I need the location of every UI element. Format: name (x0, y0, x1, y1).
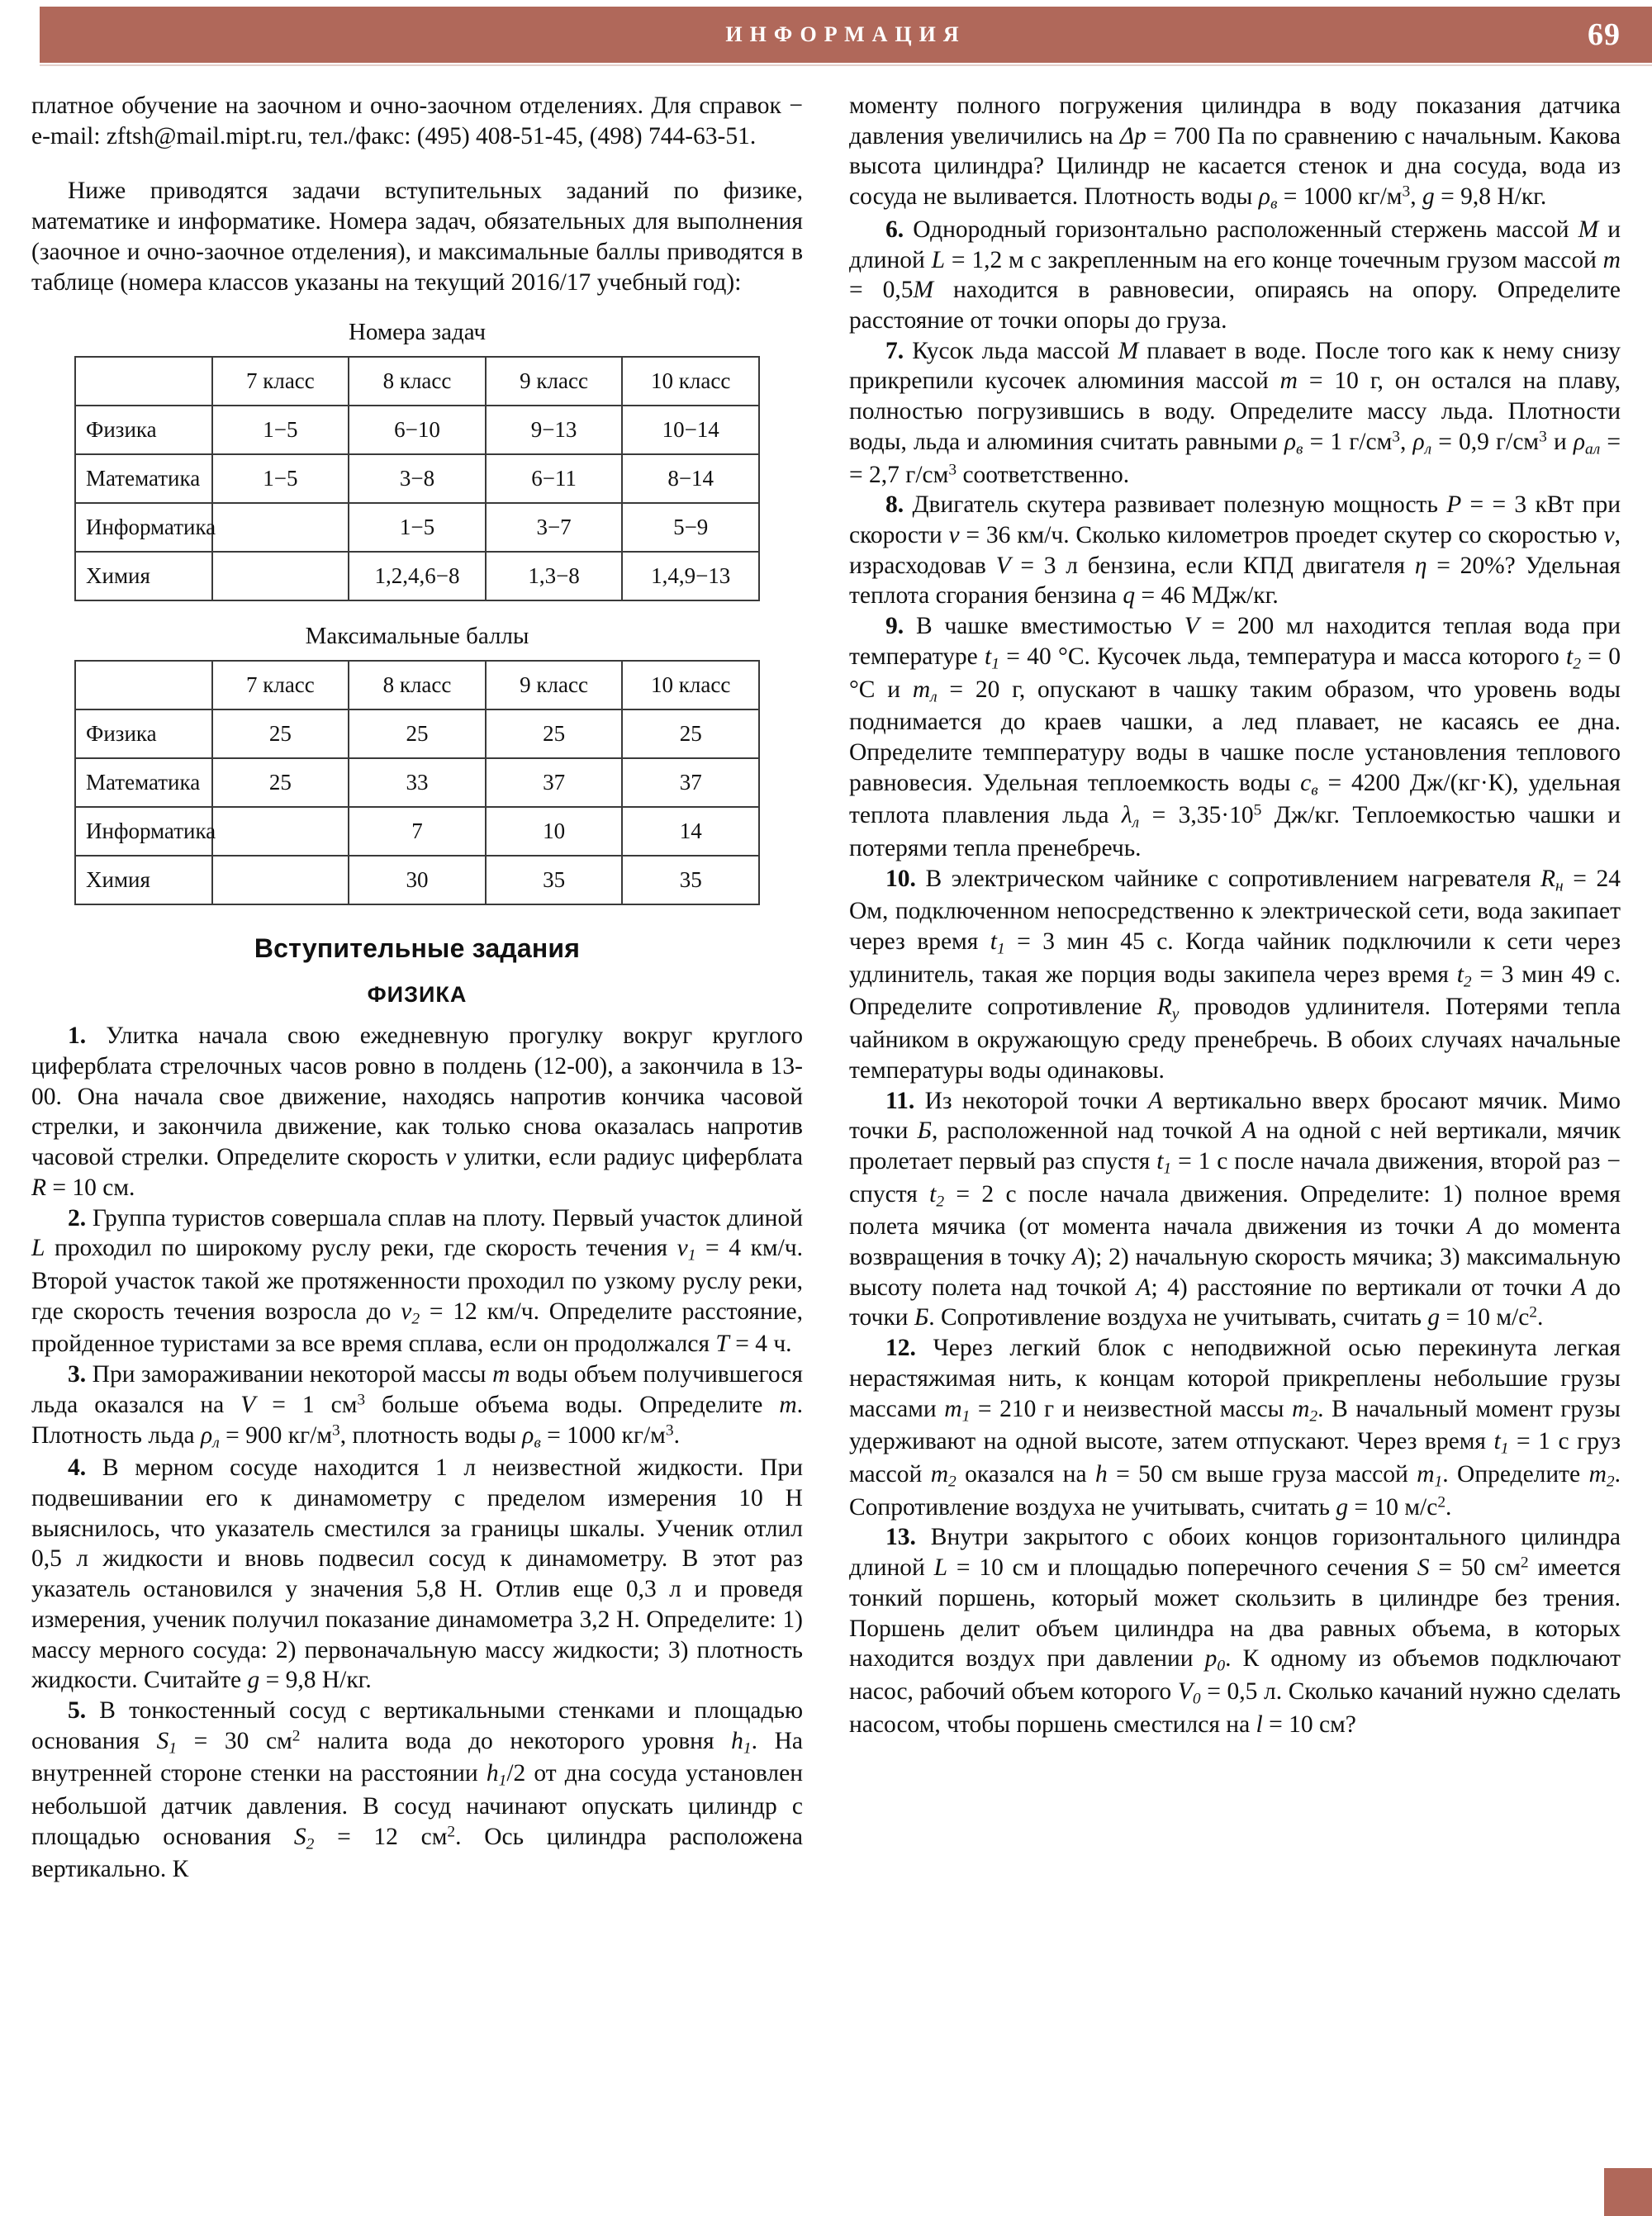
math-symbol: $\lambda_л$ (1121, 802, 1140, 832)
table-cell: 7 (349, 807, 486, 856)
table-corner-cell (75, 357, 212, 406)
table-cell: 1,3−8 (486, 552, 623, 600)
table-cell: 3−7 (486, 503, 623, 552)
math-symbol: l (1256, 1711, 1263, 1738)
math-symbol: R (31, 1174, 47, 1201)
left-column (31, 91, 803, 1885)
scores-table-caption: Максимальные баллы (305, 623, 529, 650)
table-cell (212, 503, 349, 552)
problem-number: 6. (885, 216, 914, 243)
math-subscript: 1 (687, 1246, 696, 1265)
table-column-header: 8 класс (349, 357, 486, 406)
math-symbol: $S_1$ (156, 1727, 177, 1758)
math-symbol: А (1136, 1274, 1151, 1301)
table-corner-cell (75, 661, 212, 709)
table-column-header: 9 класс (486, 661, 623, 709)
problem-paragraph: 2. Группа туристов совершала сплав на плоту. Первый участок длиной L проходил по широкому руслу реки, где скорость течения $v_1 = 4$ км/ч. Второй участок такой же протяженности проходил по узкому руслу реки, где скорость течения возросла до $v_2 = 12$ км/ч. Определите расстояние, пройденное туристами за все время сплава, если он продолжался T = 4 ч. (31, 1204, 804, 1358)
table-cell: 1−5 (212, 406, 349, 454)
table-cell: 5−9 (622, 503, 759, 552)
left-problem-list (31, 1021, 803, 1885)
math-symbol: V (1184, 613, 1199, 640)
math-symbol: m (1602, 246, 1621, 273)
math-symbol: g (1427, 1304, 1441, 1331)
math-symbol: А (1147, 1087, 1163, 1114)
page-body (0, 91, 1652, 1885)
problem-paragraph: 5. В тонкостенный сосуд с вертикальными стенками и площадью основания $S_1 = 30$ $см^2$ налита вода до некоторого уровня $h_1$. На внутренней стороне стенки на расстоянии $h_1/2$ от дна сосуда установлен небольшой датчик давления. В сосуд начинают опускать цилиндр с площадью основания $S_2 = 12$ $см^2$. Ось цилиндра расположена вертикально. К (31, 1696, 803, 1883)
math-symbol: m (779, 1391, 797, 1418)
table-row (75, 709, 759, 758)
problem-number: 2. (68, 1204, 93, 1231)
math-subscript: в (1270, 195, 1278, 213)
math-superscript: 3 (665, 1421, 674, 1440)
math-symbol: Б (917, 1117, 932, 1145)
math-symbol: $t_2$ (1566, 643, 1581, 673)
problem-paragraph: 6. Однородный горизонтально расположенный стержень массой M и длиной L = 1,2 м с закрепленным на его конце точечным грузом массой m = 0,5M находится в равновесии, опираясь на опору. Определите расстояние от точки опоры до груза. (849, 216, 1621, 334)
table-cell: 14 (622, 807, 759, 856)
problem-paragraph: 8. Двигатель скутера развивает полезную мощность P = = 3 кВт при скорости v = 36 км/ч. Сколько километров проедет скутер со скоростью v, израсходовав V = 3 л бензина, если КПД двигателя η = 20%? Удельная теплота сгорания бензина q = 46 МДж/кг. (849, 491, 1621, 610)
table-column-header: 7 класс (212, 357, 349, 406)
table-row (75, 758, 759, 807)
math-symbol: m (492, 1361, 510, 1388)
math-subscript: 2 (948, 1473, 957, 1491)
table-cell: 35 (486, 856, 623, 904)
scores-table (74, 660, 760, 905)
math-subscript: 2 (936, 1193, 945, 1211)
math-symbol: $t_1$ (1156, 1147, 1172, 1178)
math-subscript: в (1296, 440, 1303, 458)
problems-table-caption: Номера задач (348, 319, 487, 346)
math-subscript: 1 (1500, 1440, 1509, 1458)
problem-number: 3. (68, 1361, 93, 1388)
math-subscript: л (1132, 814, 1140, 832)
math-symbol: $m_1$ (944, 1395, 971, 1426)
problem-number: 12. (885, 1335, 933, 1362)
table-cell: 1−5 (349, 503, 486, 552)
math-symbol: M (1578, 216, 1599, 243)
table-row-header: Математика (75, 758, 212, 807)
table-row (75, 856, 759, 904)
math-superscript: 3 (1402, 183, 1411, 201)
math-superscript: 2 (1529, 1304, 1538, 1322)
table-column-header: 8 класс (349, 661, 486, 709)
problem-number: 13. (885, 1524, 931, 1551)
math-superscript: 3 (357, 1391, 366, 1409)
math-subscript: 0 (1192, 1690, 1201, 1708)
table-cell: 8−14 (622, 454, 759, 503)
page-number: 69 (1588, 17, 1621, 52)
right-problem-list (849, 91, 1621, 1739)
math-subscript: у (1171, 1005, 1180, 1023)
table-column-header: 9 класс (486, 357, 623, 406)
math-symbol: g (247, 1667, 260, 1694)
problem-paragraph: 1. Улитка начала свою ежедневную прогулку вокруг круглого циферблата стрелочных часов ровно в полдень (12-00), а закончила в 13-00. Она начала свое движение, находясь напротив кончика часовой стрелки, и закончила движение, как только снова оказалась напротив часовой стрелки. Определите скорость v улитки, если радиус циферблата R = 10 см. (31, 1023, 803, 1201)
math-symbol: v (948, 521, 960, 548)
table-column-header: 10 класс (622, 661, 759, 709)
table-cell: 25 (212, 709, 349, 758)
math-symbol: $\rho_л$ (201, 1421, 220, 1451)
problem-paragraph: 3. При замораживании некоторой массы m воды объем получившегося льда оказался на V = 1 $см^3$ больше объема воды. Определите m. Плотность льда $\rho_л = 900$ $кг/м^3$, плотность воды $\rho_в = 1000$ $кг/м^3$. (31, 1361, 803, 1451)
problem-number: 7. (885, 337, 913, 364)
table-cell: 1−5 (212, 454, 349, 503)
math-symbol: $h_1$ (486, 1760, 507, 1790)
math-symbol: $v_1$ (676, 1235, 696, 1265)
math-symbol: $t_2$ (1456, 961, 1472, 991)
math-symbol: Δp (1119, 122, 1146, 149)
math-symbol: $\rho_{ал}$ (1573, 428, 1601, 458)
table-cell: 37 (486, 758, 623, 807)
math-symbol: T (715, 1331, 729, 1358)
math-symbol: $t_1$ (990, 928, 1005, 958)
math-symbol: M (1118, 337, 1139, 364)
table-cell: 25 (622, 709, 759, 758)
table-cell: 10 (486, 807, 623, 856)
math-superscript: 3 (1392, 428, 1400, 446)
intro-contacts-paragraph: платное обучение на заочном и очно-заочном отделениях. Для справок − e-mail: zftsh@mail.mipt.ru, тел./факс: (495) 408-51-45, (498) 744-63-51. (31, 93, 803, 149)
math-subscript: 1 (1434, 1473, 1443, 1491)
table-cell: 25 (349, 709, 486, 758)
math-symbol: $m_2$ (930, 1460, 957, 1491)
problem-number: 11. (885, 1087, 925, 1114)
math-symbol: g (1422, 183, 1435, 211)
math-symbol: $m_2$ (1588, 1460, 1615, 1491)
problem-number: 4. (68, 1454, 102, 1482)
table-cell (212, 856, 349, 904)
math-symbol: V (995, 552, 1011, 579)
table-row-header: Физика (75, 406, 212, 454)
problems-table (74, 356, 760, 601)
math-symbol: $m_1$ (1417, 1460, 1443, 1491)
table-header-row (75, 661, 759, 709)
math-symbol: Б (914, 1304, 929, 1331)
math-subscript: 0 (1217, 1657, 1226, 1675)
math-subscript: 2 (1309, 1407, 1318, 1426)
math-symbol: $m_2$ (1292, 1395, 1318, 1426)
math-subscript: 1 (991, 655, 999, 673)
table-row (75, 552, 759, 600)
math-subscript: 2 (1463, 973, 1472, 991)
header-divider (40, 64, 1652, 66)
header-title: ИНФОРМАЦИЯ (725, 22, 966, 46)
math-symbol: η (1414, 552, 1427, 579)
problem-number: 9. (885, 613, 916, 640)
math-subscript: 2 (306, 1835, 315, 1853)
math-symbol: А (1241, 1117, 1257, 1145)
math-subscript: 1 (498, 1772, 507, 1790)
math-superscript: 3 (1539, 428, 1547, 446)
table-row-header: Химия (75, 856, 212, 904)
math-subscript: н (1555, 877, 1564, 895)
table-row-header: Информатика (75, 807, 212, 856)
math-symbol: $\rho_в$ (522, 1421, 541, 1451)
math-symbol: $\rho_в$ (1258, 183, 1278, 213)
table-row (75, 454, 759, 503)
problem-number: 1. (68, 1023, 107, 1050)
math-superscript: 2 (292, 1727, 301, 1745)
math-symbol: V (240, 1391, 256, 1418)
table-header-row (75, 357, 759, 406)
table-row-header: Химия (75, 552, 212, 600)
math-symbol: L (31, 1235, 45, 1262)
table-row-header: Физика (75, 709, 212, 758)
math-symbol: А (1467, 1213, 1483, 1241)
math-symbol: m (1279, 368, 1298, 395)
table-cell: 30 (349, 856, 486, 904)
problem-paragraph: 12. Через легкий блок с неподвижной осью перекинута легкая нерастяжимая нить, к концам которой прикреплены небольшие грузы массами $m_1 = 210$ г и неизвестной массы $m_2$. В начальный момент грузы удерживают на одной высоте, затем отпускают. Через время $t_1 = 1$ с груз массой $m_2$ оказался на h = 50 см выше груза массой $m_1$. Определите $m_2$. Сопротивление воздуха не учитывать, считать g = 10 $м/с^2$. (849, 1335, 1621, 1521)
table-row (75, 503, 759, 552)
math-symbol: P (1446, 491, 1462, 519)
math-symbol: $v_2$ (401, 1298, 420, 1328)
math-subscript: 1 (743, 1739, 752, 1758)
math-symbol: $t_1$ (1493, 1428, 1509, 1458)
table-row-header: Математика (75, 454, 212, 503)
subject-heading: ФИЗИКА (367, 982, 468, 1008)
problem-number: 5. (68, 1696, 100, 1724)
math-symbol: L (933, 1554, 948, 1582)
math-subscript: в (534, 1434, 541, 1451)
math-symbol: $V_0$ (1177, 1677, 1201, 1708)
math-subscript: 2 (1606, 1473, 1615, 1491)
math-subscript: 2 (1573, 655, 1581, 673)
table-cell: 6−11 (486, 454, 623, 503)
math-symbol: $\rho_л$ (1412, 428, 1432, 458)
problem-paragraph: 10. В электрическом чайнике с сопротивлением нагревателя $R_н = 24$ Ом, подключенном непосредственно к электрической сети, вода закипает через время $t_1 = 3$ мин 45 с. Когда чайник подключили к сети через удлинитель, такая же порция воды закипела через время $t_2 = 3$ мин 49 с. Определите сопротивление $R_у$ проводов удлинителя. Потерями тепла чайником в окружающую среду пренебречь. В обоих случаях начальные температуры воды одинаковы. (849, 865, 1621, 1084)
table-row-header: Информатика (75, 503, 212, 552)
problem-paragraph: 4. В мерном сосуде находится 1 л неизвестной жидкости. При подвешивании его к динамометру с пределом измерения 10 Н выяснилось, что указатель сместился за границы шкалы. Ученик отлил 0,5 л жидкости и вновь подвесил сосуд к динамометру. В этот раз указатель остановился у значения 5,8 Н. Отлив еще 0,3 л и проведя измерения, ученик получил показание динамометра 3,2 Н. Определите: 1) массу мерного сосуда: 2) первоначальную массу жидкости; 3) плотность жидкости. Считайте g = 9,8 Н/кг. (31, 1454, 803, 1694)
table-cell: 1,2,4,6−8 (349, 552, 486, 600)
table-cell: 10−14 (622, 406, 759, 454)
problem-number: 10. (885, 865, 926, 892)
math-symbol: g (1336, 1493, 1349, 1521)
math-symbol: $R_у$ (1156, 994, 1180, 1023)
math-superscript: 2 (1520, 1554, 1529, 1572)
math-subscript: 1 (169, 1739, 177, 1758)
math-symbol: $h_1$ (731, 1727, 752, 1758)
table-row (75, 807, 759, 856)
problem-paragraph: 9. В чашке вместимостью V = 200 мл находится теплая вода при температуре $t_1 = 40$ °С. Кусочек льда, температура и масса которого $t_2 = 0$ °С и $m_л = 20$ г, опускают в чашку таким образом, что уровень воды поднимается до краев чашки, а лед плавает, не касаясь ее дна. Определите темппературу воды в чашке после установления теплового равновесия. Удельная теплоемкость воды $c_в = 4200$ Дж/(кг·К), удельная теплота плавления льда $\lambda_л = 3,35\cdot 10^5$ Дж/кг. Теплоемкостью чашки и потерями тепла пренебречь. (849, 613, 1621, 861)
table-cell: 6−10 (349, 406, 486, 454)
math-symbol: v (445, 1144, 457, 1171)
table-cell: 25 (486, 709, 623, 758)
math-subscript: 1 (996, 940, 1005, 958)
math-symbol: $c_в$ (1300, 769, 1318, 800)
math-symbol: $p_0$ (1204, 1645, 1226, 1675)
math-subscript: ал (1585, 440, 1601, 458)
math-subscript: 2 (411, 1310, 420, 1328)
math-symbol: $t_1$ (985, 643, 999, 673)
math-superscript: 2 (447, 1823, 456, 1841)
math-subscript: в (1311, 781, 1318, 800)
table-cell: 9−13 (486, 406, 623, 454)
table-cell (212, 807, 349, 856)
math-symbol: $m_л$ (912, 676, 938, 705)
problem-paragraph: 13. Внутри закрытого с обоих концов горизонтального цилиндра длиной L = 10 см и площадью поперечного сечения S = 50 $см^2$ имеется тонкий поршень, который может скользить в цилиндре без трения. Поршень делит объем цилиндра на два равных объема, в которых находится воздух при давлении $p_0$. К одному из объемов подключают насос, рабочий объем которого $V_0 = 0,5$ л. Сколько качаний нужно сделать насосом, чтобы поршень сместился на l = 10 см? (849, 1524, 1621, 1738)
math-symbol: $R_н$ (1540, 865, 1564, 895)
right-column (849, 91, 1621, 1885)
math-superscript: 3 (948, 461, 957, 479)
math-symbol: L (931, 246, 946, 273)
table-column-header: 7 класс (212, 661, 349, 709)
math-symbol: $\rho_в$ (1284, 428, 1303, 458)
math-subscript: л (212, 1434, 220, 1451)
math-symbol: А (1072, 1244, 1088, 1271)
table-cell: 35 (622, 856, 759, 904)
math-symbol: M (913, 277, 934, 304)
math-symbol: h (1094, 1460, 1108, 1488)
math-subscript: л (930, 687, 938, 705)
math-subscript: 1 (1163, 1160, 1172, 1178)
table-cell: 3−8 (349, 454, 486, 503)
table-cell: 1,4,9−13 (622, 552, 759, 600)
page-title: Вступительные задания (254, 933, 581, 964)
problem-paragraph: 11. Из некоторой точки А вертикально вверх бросают мячик. Мимо точки Б, расположенной над точкой А на одной с ней вертикали, мячик пролетает первый раз спустя $t_1 = 1$ с после начала движения, второй раз − спустя $t_2 = 2$ с после начала движения. Определите: 1) полное время полета мячика (от момента начала движения из точки А до момента возвращения в точку А); 2) начальную скорость мячика; 3) максимальную высоту полета над точкой А; 4) расстояние по вертикали от точки А до точки Б. Сопротивление воздуха не учитывать, считать g = 10 $м/с^2$. (849, 1087, 1621, 1331)
math-subscript: л (1424, 440, 1432, 458)
math-subscript: 1 (961, 1407, 971, 1426)
intro-tables-paragraph: Ниже приводятся задачи вступительных заданий по физике, математике и информатике. Номера задач, обязательных для выполнения (заочное и очно-заочное отделения), и максимальные баллы приводятся в таблице (номера классов указаны на текущий 2016/17 учебный год): (31, 178, 803, 296)
page-header-band (40, 7, 1652, 63)
table-cell: 25 (212, 758, 349, 807)
table-row (75, 406, 759, 454)
math-symbol: q (1123, 582, 1136, 610)
math-superscript: 3 (332, 1421, 340, 1440)
problem-number: 8. (885, 491, 913, 519)
math-superscript: 5 (1253, 801, 1262, 819)
corner-mark (1604, 2168, 1652, 2216)
table-cell: 37 (622, 758, 759, 807)
problem-paragraph: 7. Кусок льда массой M плавает в воде. После того как к нему снизу прикрепили кусочек алюминия массой m = 10 г, он остался на плаву, полностью погрузившись в воду. Определите массу льда. Плотности воды, льда и алюминия считать равными $\rho_в = 1$ $г/см^3$, $\rho_л = 0,9$ $г/см^3$ и $\rho_{ал}$ = = 2,7 $г/см^3$ соответственно. (849, 337, 1621, 488)
math-symbol: $S_2$ (293, 1823, 315, 1853)
math-symbol: S (1417, 1554, 1430, 1582)
table-cell: 33 (349, 758, 486, 807)
table-column-header: 10 класс (622, 357, 759, 406)
math-symbol: $t_2$ (929, 1180, 945, 1211)
problem-paragraph: моменту полного погружения цилиндра в воду показания датчика давления увеличились на Δp = 700 Па по сравнению с начальным. Какова высота цилиндра? Цилиндр не касается стенок и дна сосуда, вода из сосуда не выливается. Плотность воды $\rho_в = 1000$ $кг/м^3$, g = 9,8 Н/кг. (849, 93, 1621, 213)
math-symbol: А (1571, 1274, 1587, 1301)
math-superscript: 2 (1437, 1493, 1446, 1511)
math-symbol: v (1603, 521, 1615, 548)
table-cell (212, 552, 349, 600)
